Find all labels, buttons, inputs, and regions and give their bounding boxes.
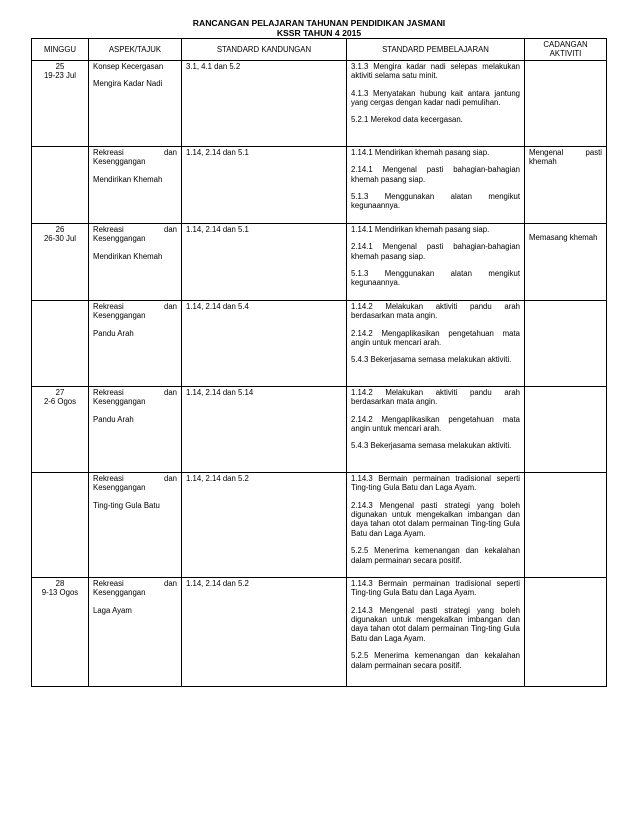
- aspek-rest: Kesenggangan: [93, 483, 146, 493]
- standard-kandungan-cell: 1.14, 2.14 dan 5.4: [182, 300, 347, 386]
- learning-standard-item: 2.14.1 Mengenal pasti bahagian-bahagian khemah pasang siap.: [351, 165, 520, 184]
- aspek: [93, 579, 177, 598]
- aspek-word: Rekreasi: [93, 473, 124, 483]
- header-cadangan-aktiviti: CADANGAN AKTIVITI: [525, 39, 607, 61]
- learning-standard-item: 2.14.2 Mengaplikasikan pengetahuan mata angin untuk mencari arah.: [351, 328, 520, 348]
- learning-standard-item: 2.14.1 Mengenal pasti bahagian-bahagian khemah pasang siap.: [351, 242, 520, 261]
- aspek-word: Konsep Kecergasan: [93, 61, 164, 71]
- week-date: 19-23 Jul: [43, 71, 77, 81]
- standard-pembelajaran-cell: [347, 386, 525, 472]
- learning-standard-item: 1.14.3 Bermain permainan tradisional seperti Ting-ting Gula Batu dan Laga Ayam.: [351, 473, 520, 493]
- aspek-line: [93, 148, 177, 157]
- aspek: [93, 62, 177, 71]
- aspek-rest: Kesenggangan: [93, 234, 146, 244]
- tajuk: Mendirikan Khemah: [93, 174, 163, 184]
- standard-pembelajaran-cell: [347, 472, 525, 577]
- header-row: [32, 39, 607, 61]
- tajuk: Mendirikan Khemah: [93, 251, 163, 261]
- aspek: [93, 474, 177, 493]
- aspek-tajuk-cell: [89, 300, 182, 386]
- week-cell: [32, 300, 89, 386]
- aspek-tajuk-cell: [89, 386, 182, 472]
- table-row: [32, 472, 607, 577]
- learning-standard-item: 4.1.3 Menyatakan hubung kait antara jantung yang cergas dengan kadar nadi pemulihan.: [351, 88, 520, 108]
- aspek-word: dan: [163, 578, 177, 588]
- week-cell: [32, 60, 89, 146]
- aspek-rest: Kesenggangan: [93, 397, 146, 407]
- standard-pembelajaran-cell: [347, 577, 525, 686]
- learning-standard-item: 2.14.3 Mengenal pasti strategi yang boleh digunakan untuk mengekalkan imbangan dan daya tahan otot dalam permainan Ting-ting Gula Batu dan Laga Ayam.: [351, 500, 520, 538]
- aspek-line: [93, 302, 177, 311]
- learning-standard-item: 5.4.3 Bekerjasama semasa melakukan aktiviti.: [351, 441, 512, 451]
- document-subtitle: KSSR TAHUN 4 2015: [276, 28, 362, 38]
- aspek-word: dan: [163, 147, 177, 157]
- table-row: [32, 300, 607, 386]
- week-cell: [32, 223, 89, 300]
- standard-kandungan-cell: 1.14, 2.14 dan 5.1: [182, 223, 347, 300]
- week-number: 26: [55, 224, 65, 234]
- table-row: [32, 577, 607, 686]
- aspek-tajuk-cell: [89, 146, 182, 223]
- tajuk: Mengira Kadar Nadi: [93, 79, 163, 89]
- week-cell: [32, 577, 89, 686]
- aktiviti-text: Memasang khemah: [529, 232, 598, 242]
- aspek: [93, 225, 177, 244]
- learning-standard-item: 2.14.2 Mengaplikasikan pengetahuan mata angin untuk mencari arah.: [351, 414, 520, 434]
- tajuk: Pandu Arah: [93, 414, 134, 424]
- aspek: [93, 148, 177, 167]
- week-cell: [32, 146, 89, 223]
- learning-standard-item: 5.2.1 Merekod data kecergasan.: [351, 115, 463, 125]
- cadangan-aktiviti-cell: [525, 60, 607, 146]
- cadangan-aktiviti-cell: [525, 223, 607, 300]
- aspek-word: dan: [163, 224, 177, 234]
- aspek-rest: Kesenggangan: [93, 588, 146, 598]
- cadangan-aktiviti-cell: [525, 386, 607, 472]
- week-cell: [32, 386, 89, 472]
- aspek-rest: Kesenggangan: [93, 157, 146, 167]
- cadangan-aktiviti-cell: [525, 577, 607, 686]
- aspek-line: [93, 474, 177, 483]
- standard-kandungan-cell: 3.1, 4.1 dan 5.2: [182, 60, 347, 146]
- standard-pembelajaran-cell: [347, 60, 525, 146]
- table-row: [32, 60, 607, 146]
- cadangan-aktiviti-cell: [525, 146, 607, 223]
- aspek-tajuk-cell: [89, 472, 182, 577]
- standard-pembelajaran-cell: [347, 223, 525, 300]
- learning-standard-item: 1.14.1 Mendirikan khemah pasang siap.: [351, 147, 490, 157]
- learning-standard-item: 1.14.1 Mendirikan khemah pasang siap.: [351, 224, 490, 234]
- standard-pembelajaran-cell: [347, 146, 525, 223]
- learning-standard-item: 5.1.3 Menggunakan alatan mengikut kegunaannya.: [351, 269, 520, 288]
- document-title: RANCANGAN PELAJARAN TAHUNAN PENDIDIKAN JASMANI: [192, 18, 446, 28]
- table-row: [32, 223, 607, 300]
- aspek-word: Rekreasi: [93, 147, 124, 157]
- tajuk: Pandu Arah: [93, 328, 134, 338]
- learning-standard-item: 5.2.5 Menerima kemenangan dan kekalahan dalam permainan secara positif.: [351, 546, 520, 565]
- table-row: [32, 146, 607, 223]
- week-date: 2-6 Ogos: [43, 397, 77, 407]
- aspek-tajuk-cell: [89, 223, 182, 300]
- aktiviti-line: [529, 148, 602, 157]
- learning-standard-item: 1.14.3 Bermain permainan tradisional seperti Ting-ting Gula Batu dan Laga Ayam.: [351, 578, 520, 598]
- aspek-line: [93, 579, 177, 588]
- aspek-rest: Kesenggangan: [93, 311, 146, 321]
- aspek: [93, 388, 177, 407]
- aspek-tajuk-cell: [89, 577, 182, 686]
- header-standard-kandungan: STANDARD KANDUNGAN: [182, 39, 347, 61]
- aspek-word: Rekreasi: [93, 387, 124, 397]
- aktiviti-text: khemah: [529, 157, 557, 167]
- tajuk: Laga Ayam: [93, 605, 132, 615]
- aspek-word: Rekreasi: [93, 224, 124, 234]
- week-number: 25: [55, 61, 65, 71]
- learning-standard-item: 1.14.2 Melakukan aktiviti pandu arah berdasarkan mata angin.: [351, 301, 520, 321]
- lesson-plan-table: [31, 38, 607, 687]
- aspek-line: [93, 388, 177, 397]
- tajuk: Ting-ting Gula Batu: [93, 500, 160, 510]
- aktiviti-word: pasti: [585, 147, 602, 157]
- aspek-line: [93, 225, 177, 234]
- header-aspek-tajuk: ASPEK/TAJUK: [89, 39, 182, 61]
- standard-kandungan-cell: 1.14, 2.14 dan 5.2: [182, 577, 347, 686]
- header-minggu: MINGGU: [32, 39, 89, 61]
- week-date: 26-30 Jul: [43, 234, 77, 244]
- table-body: [32, 60, 607, 686]
- aspek-line: [93, 62, 177, 71]
- learning-standard-item: 1.14.2 Melakukan aktiviti pandu arah berdasarkan mata angin.: [351, 387, 520, 407]
- learning-standard-item: 5.4.3 Bekerjasama semasa melakukan aktiviti.: [351, 355, 512, 365]
- standard-kandungan-cell: 1.14, 2.14 dan 5.14: [182, 386, 347, 472]
- learning-standard-item: 3.1.3 Mengira kadar nadi selepas melakukan aktiviti selama satu minit.: [351, 61, 520, 81]
- standard-kandungan-cell: 1.14, 2.14 dan 5.1: [182, 146, 347, 223]
- aspek: [93, 302, 177, 321]
- week-number: 28: [55, 578, 65, 588]
- standard-kandungan-cell: 1.14, 2.14 dan 5.2: [182, 472, 347, 577]
- aspek-word: Rekreasi: [93, 578, 124, 588]
- aspek-word: dan: [163, 301, 177, 311]
- header-standard-pembelajaran: STANDARD PEMBELAJARAN: [347, 39, 525, 61]
- cadangan-aktiviti-cell: [525, 472, 607, 577]
- aspek-word: Rekreasi: [93, 301, 124, 311]
- standard-pembelajaran-cell: [347, 300, 525, 386]
- table-row: [32, 386, 607, 472]
- learning-standard-item: 2.14.3 Mengenal pasti strategi yang boleh digunakan untuk mengekalkan imbangan dan daya tahan otot dalam permainan Ting-ting Gula Batu dan Laga Ayam.: [351, 605, 520, 643]
- week-number: 27: [55, 387, 65, 397]
- week-cell: [32, 472, 89, 577]
- learning-standard-item: 5.1.3 Menggunakan alatan mengikut kegunaannya.: [351, 192, 520, 211]
- aspek-tajuk-cell: [89, 60, 182, 146]
- aktiviti-word: Mengenal: [529, 147, 564, 157]
- cadangan-aktiviti-cell: [525, 300, 607, 386]
- learning-standard-item: 5.2.5 Menerima kemenangan dan kekalahan dalam permainan secara positif.: [351, 651, 520, 670]
- week-date: 9-13 Ogos: [41, 588, 79, 598]
- aspek-word: dan: [163, 387, 177, 397]
- aspek-word: dan: [163, 473, 177, 483]
